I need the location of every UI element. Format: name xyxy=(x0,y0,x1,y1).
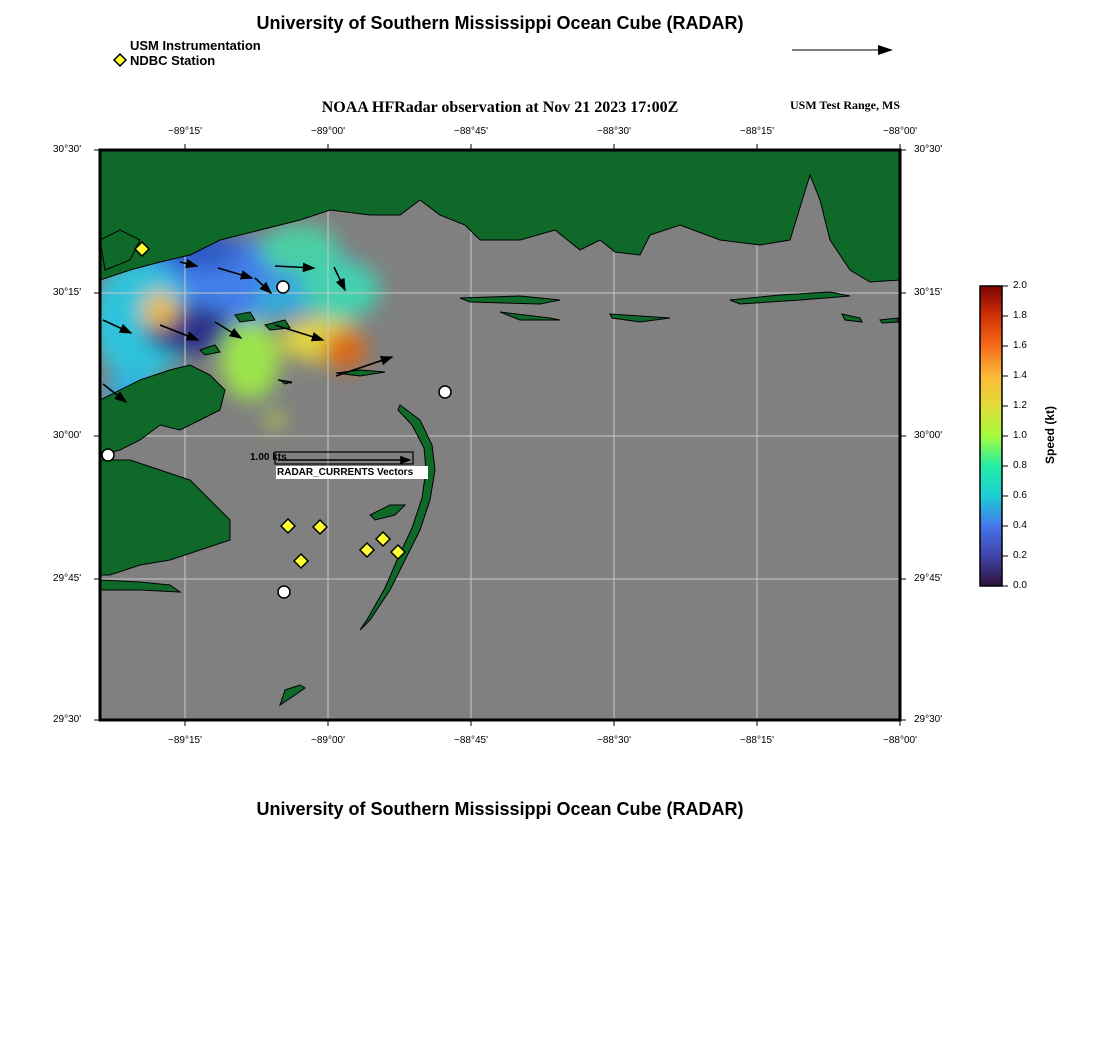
lon-tick-bottom: −88°15' xyxy=(740,735,774,746)
lat-tick-right: 30°15' xyxy=(914,287,943,298)
usm-instrument-icon xyxy=(102,449,114,461)
lon-tick-bottom: −89°00' xyxy=(311,735,345,746)
lat-tick-right: 29°30' xyxy=(914,714,943,725)
lon-tick-bottom: −88°30' xyxy=(597,735,631,746)
lon-tick-bottom: −89°15' xyxy=(168,735,202,746)
colorbar-tick-label: 1.6 xyxy=(1013,340,1027,351)
vector-caption: RADAR_CURRENTS Vectors xyxy=(277,467,414,478)
lon-tick-top: −88°00' xyxy=(883,126,917,137)
usm-instrumentation-label: USM Instrumentation xyxy=(130,38,261,53)
main-title: University of Southern Mississippi Ocean Cube (RADAR) xyxy=(256,13,744,33)
lon-tick-bottom: −88°00' xyxy=(883,735,917,746)
plot-title: NOAA HFRadar observation at Nov 21 2023 17:00Z xyxy=(321,99,679,116)
lon-tick-top: −88°15' xyxy=(740,126,774,137)
lat-tick-left: 29°30' xyxy=(53,714,82,725)
lon-tick-bottom: −88°45' xyxy=(454,735,488,746)
lon-tick-top: −88°30' xyxy=(597,126,631,137)
range-label: USM Test Range, MS xyxy=(789,98,900,112)
colorbar-title: Speed (kt) xyxy=(1043,406,1057,465)
scale-arrow-icon xyxy=(878,45,893,55)
colorbar-tick-label: 1.8 xyxy=(1013,310,1027,321)
colorbar-tick-label: 0.8 xyxy=(1013,460,1027,471)
lat-tick-right: 30°00' xyxy=(914,430,943,441)
lat-tick-right: 30°30' xyxy=(914,144,943,155)
vector-scale-label: 1.00 kts xyxy=(250,452,287,463)
lon-tick-top: −88°45' xyxy=(454,126,488,137)
ndbc-legend-symbol-icon xyxy=(114,54,126,66)
usm-instrument-icon xyxy=(439,386,451,398)
colorbar-tick-label: 1.2 xyxy=(1013,400,1027,411)
usm-instrument-icon xyxy=(277,281,289,293)
usm-instrument-icon xyxy=(278,586,290,598)
colorbar-tick-label: 0.4 xyxy=(1013,520,1027,531)
colorbar-tick-label: 1.0 xyxy=(1013,430,1027,441)
colorbar-tick-label: 2.0 xyxy=(1013,280,1027,291)
colorbar-tick-label: 0.2 xyxy=(1013,550,1027,561)
lat-tick-left: 30°15' xyxy=(53,287,82,298)
colorbar-tick-label: 0.0 xyxy=(1013,580,1027,591)
lat-tick-left: 30°00' xyxy=(53,430,82,441)
lat-tick-left: 29°45' xyxy=(53,573,82,584)
lat-tick-left: 30°30' xyxy=(53,144,82,155)
colorbar-tick-label: 0.6 xyxy=(1013,490,1027,501)
lat-tick-right: 29°45' xyxy=(914,573,943,584)
ndbc-station-label: NDBC Station xyxy=(130,53,216,68)
footer-title: University of Southern Mississippi Ocean Cube (RADAR) xyxy=(256,799,744,819)
colorbar-tick-label: 1.4 xyxy=(1013,370,1027,381)
speed-colorbar xyxy=(980,286,1002,586)
lon-tick-top: −89°15' xyxy=(168,126,202,137)
lon-tick-top: −89°00' xyxy=(311,126,345,137)
